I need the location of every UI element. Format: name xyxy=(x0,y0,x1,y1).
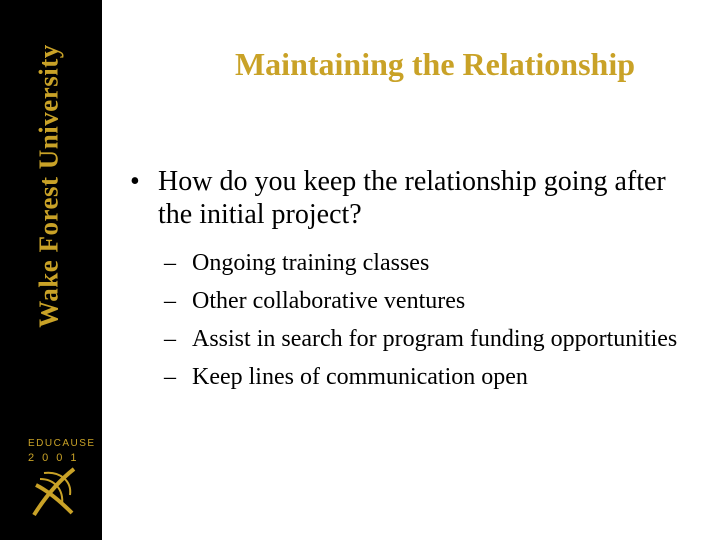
conference-logo-word: EDUCAUSE xyxy=(28,438,96,449)
dash-marker: – xyxy=(164,250,176,276)
sub-bullet-text: Other collaborative ventures xyxy=(192,288,466,314)
sub-bullet-text: Assist in search for program funding opportunities xyxy=(192,326,678,352)
sub-bullet-item xyxy=(164,248,690,278)
sub-bullet-list xyxy=(164,248,690,392)
sub-bullet-item xyxy=(164,324,690,354)
dash-marker: – xyxy=(164,288,176,314)
university-brand: Wake Forest University xyxy=(33,44,64,328)
sub-bullet-item xyxy=(164,286,690,316)
conference-logo-year: 2001 xyxy=(28,452,85,464)
sub-bullet-item xyxy=(164,362,690,392)
conference-logo-icon xyxy=(30,465,78,517)
sub-bullet-text: Ongoing training classes xyxy=(192,250,430,276)
sidebar xyxy=(0,0,102,540)
dash-marker: – xyxy=(164,364,176,390)
slide-content xyxy=(130,165,690,400)
dash-marker: – xyxy=(164,326,176,352)
bullet-marker: • xyxy=(130,166,140,197)
main-bullet xyxy=(130,165,690,231)
main-bullet-text: How do you keep the relationship going after the initial project? xyxy=(158,166,666,230)
slide-title: Maintaining the Relationship xyxy=(234,46,636,82)
sub-bullet-text: Keep lines of communication open xyxy=(192,364,528,390)
